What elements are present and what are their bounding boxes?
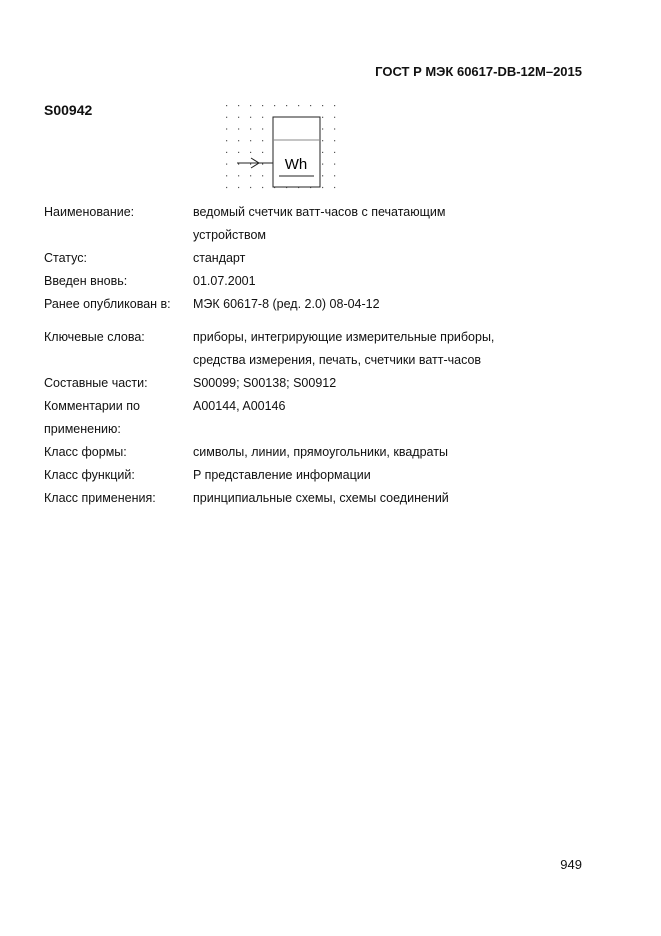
grid-dot [238,117,239,118]
grid-dot [226,187,227,188]
grid-dot [250,175,251,176]
grid-dot [226,140,227,141]
grid-dot [334,128,335,129]
grid-dot [226,105,227,106]
grid-dot [334,140,335,141]
grid-dot [226,128,227,129]
standard-header: ГОСТ Р МЭК 60617-DB-12M–2015 [375,64,582,79]
grid-dot [262,117,263,118]
grid-dot [250,164,251,165]
grid-dot [334,187,335,188]
grid-dot [298,105,299,106]
grid-dot [322,105,323,106]
grid-dot [238,152,239,153]
grid-dot [250,140,251,141]
grid-dot [322,187,323,188]
grid-dot [334,105,335,106]
grid-dot [238,175,239,176]
grid-dot [226,117,227,118]
grid-dot [262,128,263,129]
grid-dot [226,175,227,176]
grid-dot [262,164,263,165]
grid-dot [226,152,227,153]
grid-dot [322,164,323,165]
grid-dot [226,164,227,165]
grid-dot [262,140,263,141]
grid-dot [238,128,239,129]
grid-dot [250,128,251,129]
grid-dot [238,164,239,165]
grid-dot [250,105,251,106]
grid-dot [262,105,263,106]
grid-dot [274,105,275,106]
symbol-text: Wh [284,156,308,173]
grid-dot [238,187,239,188]
grid-dot [322,140,323,141]
grid-dot [334,175,335,176]
grid-dot [250,117,251,118]
symbol-code: S00942 [44,102,93,118]
grid-dot [262,187,263,188]
grid-dot [238,140,239,141]
document-page: ГОСТ Р МЭК 60617-DB-12M–2015 S00942 Wh Наименование: ведомый счетчик ватт-часов с печатающим устройством Статус: стандарт Введен вновь: 01.07.2001 Ранее опубликован в: МЭК 60617-8 (ред. 2.0) 08-04-12 Ключевые слова: приборы, интегрирующие измерительные приборы, средства измерения, печать, счетчики ватт-часов Составные части: S00099; S00138; S00912 Комментарии по A00144, A00146 применению: Класс формы: символы, линии, прямоугольники, квадраты Класс функций: P представление информации Класс применения: принципиальные схемы, схемы соединений 949 [0,0,661,936]
grid-dot [250,152,251,153]
grid-dot [322,175,323,176]
grid-dot [322,152,323,153]
grid-dot [334,164,335,165]
grid-dot [334,152,335,153]
grid-dot [262,152,263,153]
grid-dot [334,117,335,118]
grid-dot [286,105,287,106]
grid-dot [310,105,311,106]
grid-dot [250,187,251,188]
page-number: 949 [560,857,582,872]
grid-dot [262,175,263,176]
grid-dot [238,105,239,106]
grid-dot [322,128,323,129]
grid-dot [322,117,323,118]
